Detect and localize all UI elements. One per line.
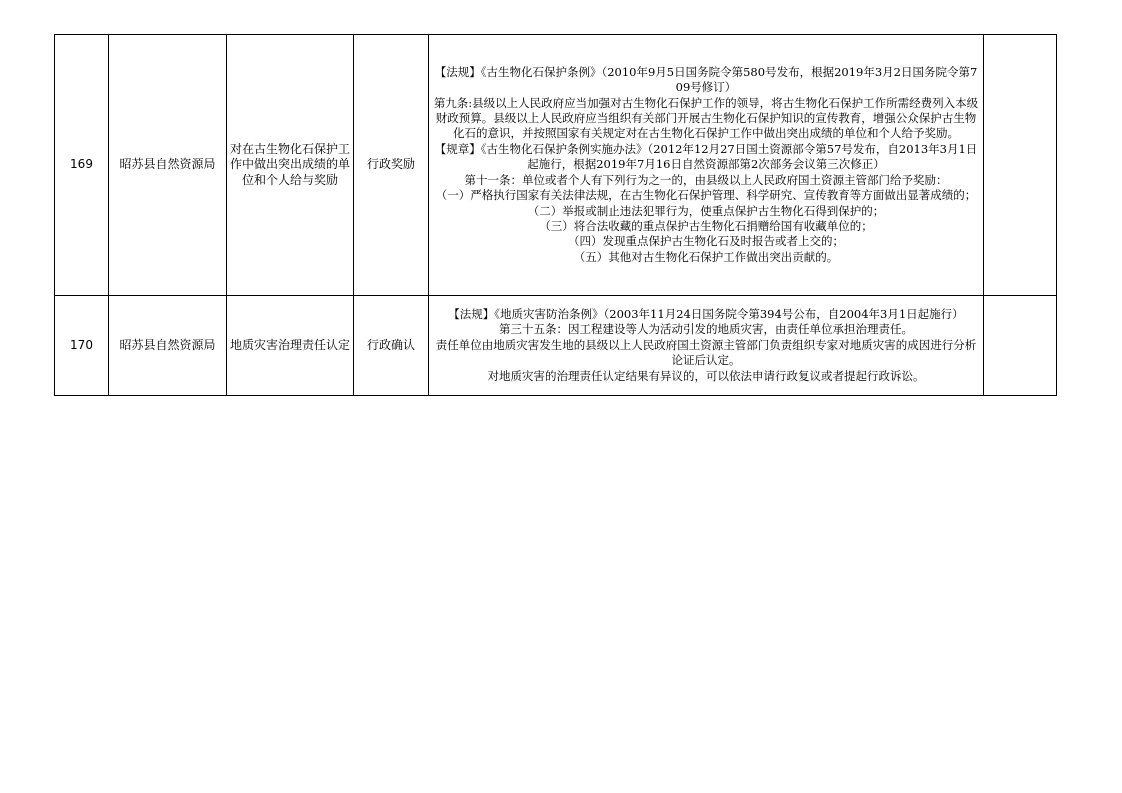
table-row [55,35,1057,296]
department-cell: 昭苏县自然资源局 [109,35,227,296]
basis-paragraph: 【规章】《古生物化石保护条例实施办法》（2012年12月27日国土资源部令第57号发布，自2013年3月1日起施行，根据2019年7月16日自然资源部第2次部务会议第三次修正） [434,141,978,172]
item-type-cell: 行政确认 [354,296,429,396]
row-number: 170 [55,296,109,396]
basis-paragraph: 【法规】《地质灾害防治条例》（2003年11月24日国务院令第394号公布，自2004年3月1日起施行） [448,306,964,321]
basis-paragraph: 第十一条：单位或者个人有下列行为之一的，由县级以上人民政府国土资源主管部门给予奖励： [464,172,948,187]
basis-paragraph: 对地质灾害的治理责任认定结果有异议的，可以依法申请行政复议或者提起行政诉讼。 [487,368,925,383]
basis-paragraph: 【法规】《古生物化石保护条例》（2010年9月5日国务院令第580号发布，根据2019年3月2日国务院令第709号修订） [434,64,978,95]
legal-basis-cell [429,296,984,396]
basis-paragraph: 第三十五条：因工程建设等人为活动引发的地质灾害，由责任单位承担治理责任。 [499,322,913,337]
legal-basis-cell [429,35,984,296]
item-name-cell: 地质灾害治理责任认定 [227,296,354,396]
basis-paragraph: 责任单位由地质灾害发生地的县级以上人民政府国土资源主管部门负责组织专家对地质灾害的成因进行分析论证后认定。 [435,337,977,368]
basis-paragraph: （一）严格执行国家有关法律法规，在古生物化石保护管理、科学研究、宣传教育等方面做出显著成绩的； [435,188,977,203]
basis-paragraph: （五）其他对古生物化石保护工作做出突出贡献的。 [573,249,839,264]
remark-cell [984,296,1057,396]
row-number: 169 [55,35,109,296]
basis-paragraph: （三）将合法收藏的重点保护古生物化石捐赠给国有收藏单位的； [539,218,873,233]
basis-paragraph: （四）发现重点保护古生物化石及时报告或者上交的； [568,234,844,249]
remark-cell [984,35,1057,296]
basis-paragraph: 第九条:县级以上人民政府应当加强对古生物化石保护工作的领导，将古生物化石保护工作所需经费列入本级财政预算。县级以上人民政府应当组织有关部门开展古生物化石保护知识的宣传教育，增强公众保护古生物化石的意识，并按照国家有关规定对在古生物化石保护工作中做出突出成绩的单位和个人给予奖励。 [433,95,979,141]
department-cell: 昭苏县自然资源局 [109,296,227,396]
item-type-cell: 行政奖励 [354,35,429,296]
item-name-cell: 对在古生物化石保护工作中做出突出成绩的单位和个人给与奖励 [227,35,354,296]
basis-paragraph: （二）举报或制止违法犯罪行为，使重点保护古生物化石得到保护的； [527,203,885,218]
table-row [55,296,1057,396]
item-list-table [54,34,1057,396]
